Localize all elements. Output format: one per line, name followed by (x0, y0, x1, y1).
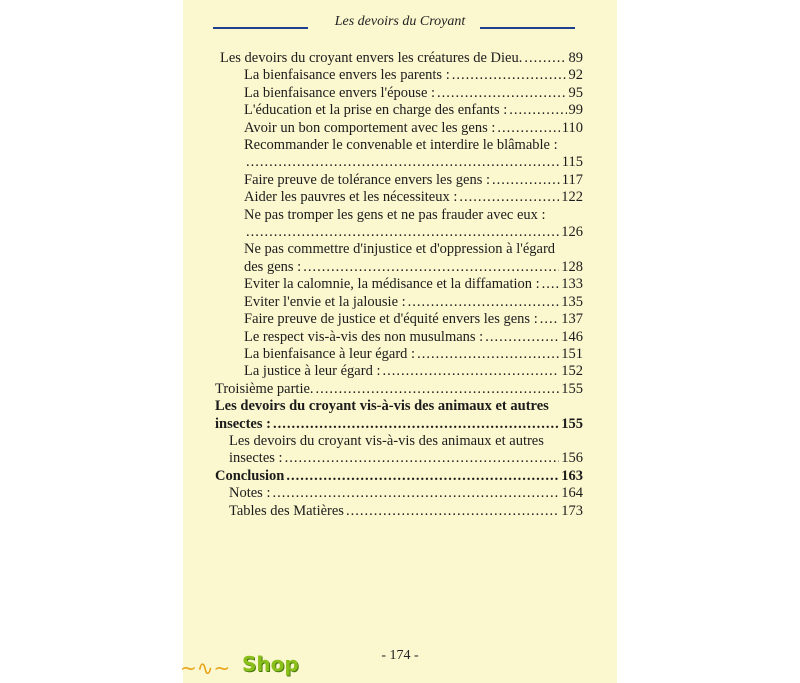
toc-entry-page: 152 (561, 363, 583, 380)
toc-entry (215, 363, 583, 380)
toc-entry-title: Recommander le convenable et interdire le blâmable : (244, 137, 558, 154)
header-rule-right (480, 27, 575, 29)
toc-entry-title: La bienfaisance envers l'épouse : (244, 84, 436, 101)
toc-entry (215, 311, 583, 328)
toc-entry-title-continued: des gens : (244, 258, 302, 275)
toc-entry (215, 468, 583, 485)
toc-dot-leader (273, 416, 559, 433)
toc-entry-title: Aider les pauvres et les nécessiteux : (244, 189, 458, 206)
shop-logo (180, 650, 300, 680)
toc-dot-leader (524, 50, 566, 67)
toc-entry (215, 189, 583, 206)
toc-dot-leader (497, 120, 559, 137)
toc-dot-leader (485, 329, 559, 346)
page-number: - 174 - (381, 648, 419, 663)
toc-entry-page: 95 (568, 84, 583, 101)
toc-entry-page: 173 (561, 502, 583, 519)
toc-entry-title: Ne pas tromper les gens et ne pas frauder avec eux : (244, 206, 546, 223)
toc-entry-title: Avoir un bon comportement avec les gens : (244, 119, 496, 136)
toc-dot-leader (437, 85, 566, 102)
toc-entry (215, 485, 583, 502)
toc-dot-leader (286, 468, 559, 485)
toc-entry-page: 92 (568, 67, 583, 84)
toc-entry-title: Troisième partie. (215, 380, 314, 397)
running-title: Les devoirs du Croyant (334, 14, 466, 29)
toc-dot-leader (492, 172, 560, 189)
toc-entry-page: 155 (561, 415, 583, 432)
toc-entry (215, 276, 583, 293)
toc-entry-title: Les devoirs du croyant vis-à-vis des animaux et autres (229, 432, 544, 449)
toc-entry-title: Eviter l'envie et la jalousie : (244, 293, 406, 310)
table-of-contents (215, 50, 583, 520)
toc-dot-leader (540, 311, 560, 328)
toc-dot-leader (346, 503, 559, 520)
toc-entry-page: 146 (561, 328, 583, 345)
toc-entry (215, 50, 583, 67)
toc-entry-title: Les devoirs du croyant envers les créatures de Dieu. (220, 50, 523, 66)
toc-entry (215, 85, 583, 102)
toc-entry-title: Les devoirs du croyant vis-à-vis des animaux et autres (215, 398, 549, 415)
toc-entry-title: Conclusion (215, 467, 285, 484)
toc-entry (215, 503, 583, 520)
toc-entry-page: 151 (561, 345, 583, 362)
toc-entry (215, 381, 583, 398)
toc-entry-title: La bienfaisance à leur égard : (244, 345, 416, 362)
toc-entry (215, 329, 583, 346)
toc-entry (215, 137, 583, 172)
toc-dot-leader (316, 381, 560, 398)
toc-dot-leader (246, 224, 559, 241)
logo-text: Shop (242, 652, 299, 676)
toc-dot-leader (542, 276, 560, 293)
toc-entry-page: 128 (561, 258, 583, 275)
toc-entry-page: 126 (561, 224, 583, 241)
toc-entry (215, 67, 583, 84)
toc-entry (215, 207, 583, 242)
running-header (183, 8, 617, 30)
toc-entry-page: 99 (568, 102, 583, 119)
swirl-logo-icon: ~∿~ (180, 656, 231, 680)
toc-entry-title: La bienfaisance envers les parents : (244, 67, 450, 84)
toc-entry-page: 137 (561, 311, 583, 328)
toc-entry (215, 102, 583, 119)
toc-entry (215, 398, 583, 433)
toc-entry-page: 135 (561, 293, 583, 310)
toc-entry-title: Le respect vis-à-vis des non musulmans : (244, 328, 484, 345)
toc-entry-title: Faire preuve de tolérance envers les gens : (244, 171, 490, 188)
toc-entry-title: Eviter la calomnie, la médisance et la diffamation : (244, 276, 540, 293)
toc-entry-page: 115 (561, 154, 583, 171)
toc-entry (215, 294, 583, 311)
toc-dot-leader (408, 294, 560, 311)
toc-dot-leader (246, 154, 560, 171)
toc-entry-page: 155 (561, 380, 583, 397)
toc-entry-page: 164 (561, 485, 583, 502)
toc-entry (215, 433, 583, 468)
toc-dot-leader (382, 363, 559, 380)
toc-entry-title: L'éducation et la prise en charge des enfants : (244, 102, 508, 119)
toc-entry (215, 346, 583, 363)
toc-entry-page: 156 (561, 450, 583, 467)
toc-entry-title: La justice à leur égard : (244, 363, 381, 380)
toc-dot-leader (452, 67, 567, 84)
toc-entry-title: Notes : (229, 485, 271, 502)
toc-entry (215, 172, 583, 189)
toc-dot-leader (303, 259, 559, 276)
toc-entry-page: 89 (568, 50, 583, 66)
toc-entry (215, 241, 583, 276)
toc-dot-leader (509, 102, 566, 119)
toc-entry-title: Faire preuve de justice et d'équité envers les gens : (244, 311, 538, 328)
toc-dot-leader (417, 346, 559, 363)
toc-entry-page: 117 (561, 171, 583, 188)
book-page (183, 0, 617, 683)
toc-entry-title: Tables des Matières (229, 502, 344, 519)
toc-dot-leader (272, 485, 559, 502)
toc-entry-title-continued: insectes : (229, 450, 283, 467)
toc-entry-page: 110 (561, 119, 583, 136)
toc-entry-title: Ne pas commettre d'injustice et d'oppression à l'égard (244, 241, 556, 258)
toc-entry-page: 133 (561, 276, 583, 293)
toc-entry-title-continued: insectes : (215, 415, 271, 432)
toc-entry-page: 163 (561, 467, 583, 484)
toc-dot-leader (285, 450, 560, 467)
toc-dot-leader (459, 189, 559, 206)
toc-entry (215, 120, 583, 137)
toc-entry-page: 122 (561, 189, 583, 206)
